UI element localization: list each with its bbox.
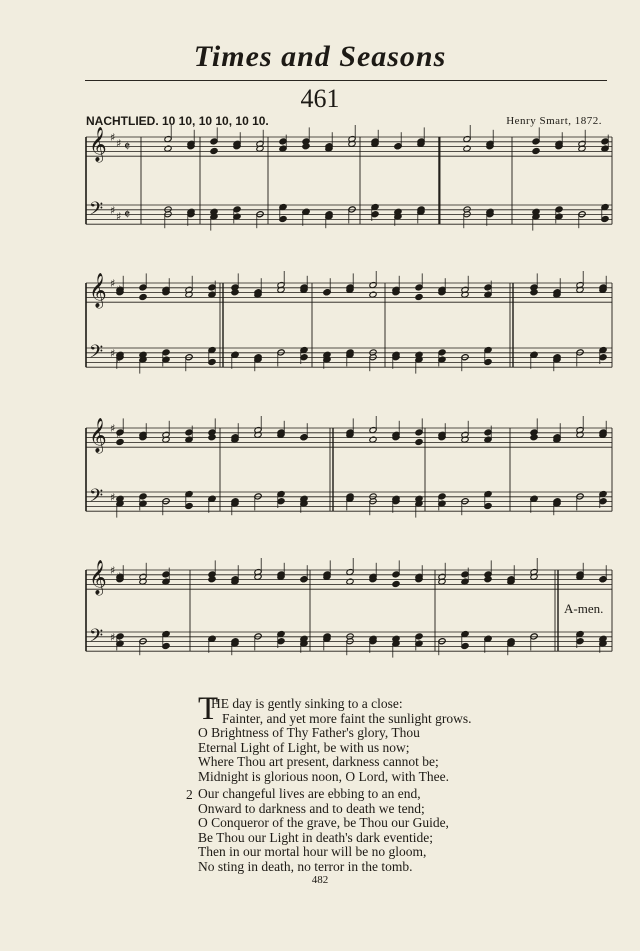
treble-clef-icon: 𝄞 [89,418,107,453]
sharp-icon: ♯ [110,277,116,290]
notehead [415,438,423,445]
treble-clef-icon: 𝄞 [89,560,107,595]
verse-line: Then in our mortal hour will be no gloom, [198,844,427,860]
verse-1-dropcap: T [198,691,219,727]
sharp-icon: ♯ [116,137,122,150]
verse-2 [198,787,449,875]
page-number: 482 [311,874,329,886]
treble-clef-icon: 𝄞 [89,127,107,162]
verse-line: Be Thou our Light in death's dark eventide; [198,829,434,845]
composer-credit: Henry Smart, 1872. [506,115,602,127]
sharp-icon: ♯ [110,631,116,644]
tune-meter-line: NACHTLIED. 10 10, 10 10, 10 10. [86,114,269,128]
section-title: Times and Seasons [193,40,447,73]
amen-text: A-men. [564,601,604,616]
time-signature-icon: 𝄵 [124,139,131,155]
notehead [415,293,423,300]
verse-line: Onward to darkness and to death we tend; [198,800,425,816]
verse-line: HE day is gently sinking to a close: [211,696,403,711]
sharp-icon: ♯ [110,491,116,504]
sharp-icon: ♯ [110,564,116,577]
verse-line: Eternal Light of Light, be with us now; [198,739,410,755]
notehead [139,293,147,300]
verse-line: Where Thou art present, darkness cannot be; [198,754,439,770]
verse-line: O Brightness of Thy Father's glory, Thou [198,725,420,741]
verse-line: Midnight is glorious noon, O Lord, with Thee. [198,768,449,784]
time-signature-icon: 𝄵 [124,207,131,223]
verse-line: Our changeful lives are ebbing to an end, [198,786,421,801]
notehead [210,147,218,154]
bass-clef-icon: 𝄢 [89,342,104,367]
hymn-number: 461 [300,84,340,113]
treble-clef-icon: 𝄞 [89,273,107,308]
verse-line: Fainter, and yet more faint the sunlight grows. [222,710,472,726]
bass-clef-icon: 𝄢 [89,486,104,511]
bass-clef-icon: 𝄢 [89,199,104,224]
verse-2-number: 2 [186,787,193,802]
verse-line: No sting in death, no terror in the tomb. [198,858,413,874]
sharp-icon: ♯ [110,204,116,217]
notehead [532,147,540,154]
notehead [392,580,400,587]
sharp-icon: ♯ [110,131,116,144]
sharp-icon: ♯ [116,210,122,223]
sharp-icon: ♯ [110,422,116,435]
sharp-icon: ♯ [110,347,116,360]
verse-line: O Conqueror of the grave, be Thou our Guide, [198,815,449,831]
verse-1 [198,697,472,785]
bass-clef-icon: 𝄢 [89,626,104,651]
